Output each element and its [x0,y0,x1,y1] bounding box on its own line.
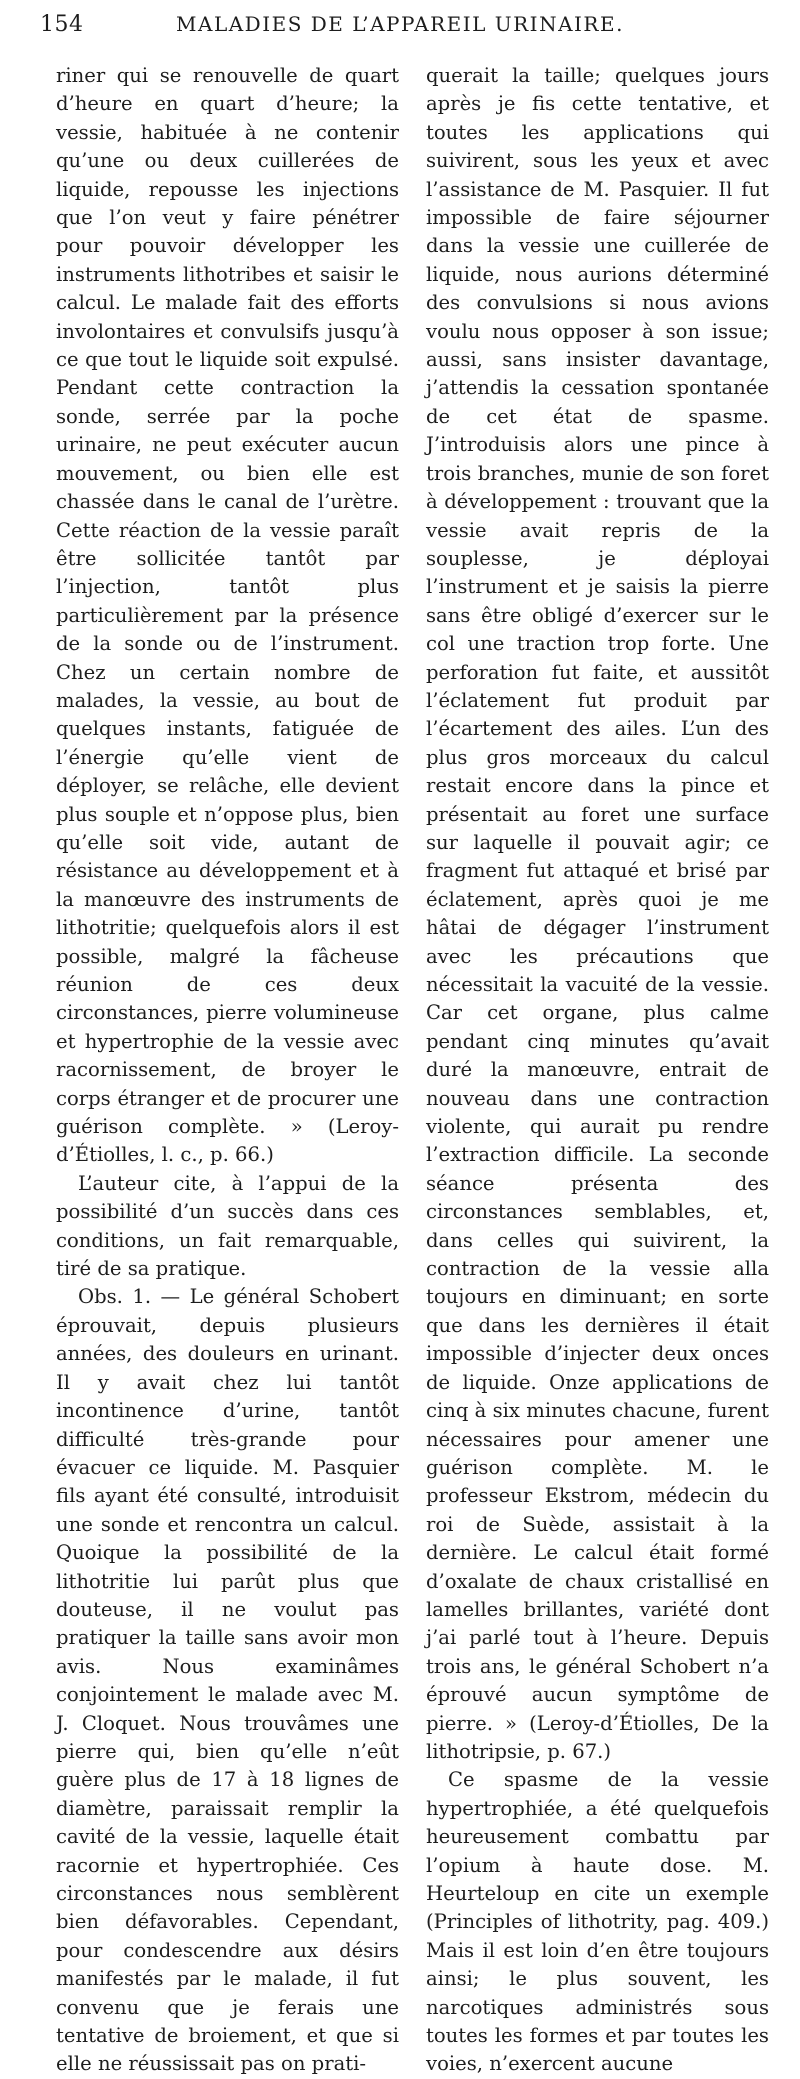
paragraph: Obs. 1. — Le général Schobert éprouvait, depuis plusieurs années, des douleurs en urinant. Il y avait chez lui tantôt incontinence d’urine, tantôt difficulté très-grande pour évacuer ce liquide. M. Pasquier fils ayant été consulté, introduisit une sonde et rencontra un calcul. Quoique la possibilité de la lithotritie lui parût plus que douteuse, il ne voulut pas pratiquer la taille sans avoir mon avis. Nous examinâmes conjointement le malade avec M. J. Cloquet. Nous trouvâmes une pierre qui, bien qu’elle n’eût guère plus de 17 à 18 lignes de diamètre, paraissait remplir la cavité de la vessie, laquelle était racornie et hypertrophiée. Ces circonstances nous semblèrent bien défavorables. Cependant, pour condescendre aux désirs manifestés par le malade, il fut convenu que je ferais une tentative de broiement, et que si elle ne réussissait pas on prati- [56,1285,399,2076]
left-column [56,62,399,2079]
page-header [40,0,760,48]
paragraph: querait la taille; quelques jours après je fis cette tentative, et toutes les applications qui suivirent, sous les yeux et avec l’assistance de M. Pasquier. Il fut impossible de faire séjourner dans la vessie une cuillerée de liquide, nous aurions déterminé des convulsions si nous avions voulu nous opposer à son issue; aussi, sans insister davantage, j’attendis la cessation spontanée de cet état de spasme. J’introduisis alors une pince à trois branches, munie de son foret à développement : trouvant que la vessie avait repris de la souplesse, je déployai l’instrument et je saisis la pierre sans être obligé d’exercer sur le col une traction trop forte. Une perforation fut faite, et aussitôt l’éclatement fut produit par l’écartement des ailes. L’un des plus gros morceaux du calcul restait encore dans la pince et présentait au foret une surface sur laquelle il pouvait agir; ce fragment fut attaqué et brisé par éclatement, après quoi je me hâtai de dégager l’instrument avec les précautions que nécessitait la vacuité de la vessie. Car cet organe, plus calme pendant cinq minutes qu’avait duré la manœuvre, entrait de nouveau dans une contraction violente, qui aurait pu rendre l’extraction difficile. La seconde séance présenta des circonstances semblables, et, dans celles qui suivirent, la contraction de la vessie alla toujours en diminuant; en sorte que dans les dernières il était impossible d’injecter deux onces de liquide. Onze applications de cinq à six minutes chacune, furent nécessaires pour amener une guérison complète. M. le professeur Ekstrom, médecin du roi de Suède, assistait à la dernière. Le calcul était formé d’oxalate de chaux cristallisé en lamelles brillantes, variété dont j’ai parlé tout à l’heure. Depuis trois ans, le général Schobert n’a éprouvé aucun symptôme de pierre. » (Leroy-d’Étiolles, De la lithotripsie, p. 67.) [426,64,769,1763]
page-number: 154 [40,11,84,37]
right-column [426,62,769,2079]
paragraph: riner qui se renouvelle de quart d’heure en quart d’heure; la vessie, habituée à ne contenir qu’une ou deux cuillerées de liquide, repousse les injections que l’on veut y faire pénétrer pour pouvoir développer les instruments lithotribes et saisir le calcul. Le malade fait des efforts involontaires et convulsifs jusqu’à ce que tout le liquide soit expulsé. Pendant cette contraction la sonde, serrée par la poche urinaire, ne peut exécuter aucun mouvement, ou bien elle est chassée dans le canal de l’urètre. Cette réaction de la vessie paraît être sollicitée tantôt par l’injection, tantôt plus particulièrement par la présence de la sonde ou de l’instrument. Chez un certain nombre de malades, la vessie, au bout de quelques instants, fatiguée de l’énergie qu’elle vient de déployer, se relâche, elle devient plus souple et n’oppose plus, bien qu’elle soit vide, autant de résistance au développement et à la manœuvre des instruments de lithotritie; quelquefois alors il est possible, malgré la fâcheuse réunion de ces deux circonstances, pierre volumineuse et hypertrophie de la vessie avec racornissement, de broyer le corps étranger et de procurer une guérison complète. » (Leroy-d’Étiolles, l. c., p. 66.) [56,64,399,1167]
paragraph: L’auteur cite, à l’appui de la possibilité d’un succès dans ces conditions, un fait remarquable, tiré de sa pratique. [56,1171,399,1281]
paragraph: Ce spasme de la vessie hypertrophiée, a été quelquefois heureusement combattu par l’opium à haute dose. M. Heurteloup en cite un exemple (Principles of lithotrity, pag. 409.) Mais il est loin d’en être toujours ainsi; le plus souvent, les narcotiques administrés sous toutes les formes et par toutes les voies, n’exercent aucune [426,1768,769,2076]
running-title: MALADIES DE L’APPAREIL URINAIRE. [176,12,624,36]
